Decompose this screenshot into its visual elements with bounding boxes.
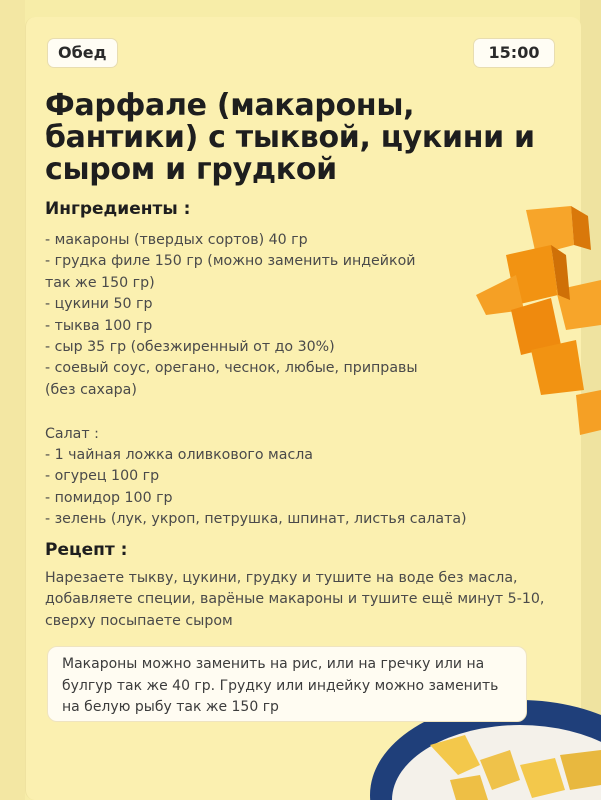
- time-tag: 15:00: [473, 38, 555, 68]
- salad-line: - 1 чайная ложка оливкового масла: [45, 447, 314, 463]
- ingredient-line: - соевый соус, орегано, чеснок, любые, приправы: [45, 360, 418, 377]
- salad-line: - зелень (лук, укроп, петрушка, шпинат, листья салата): [45, 511, 467, 528]
- pumpkin-cubes-image: [476, 200, 601, 440]
- salad-line: - помидор 100 гр: [45, 489, 173, 506]
- ingredient-line: так же 150 гр): [45, 274, 155, 291]
- recipe-text: Нарезаете тыкву, цукини, грудку и тушите на воде без масла, добавляете специи, варёные макароны и тушите ещё минут 5-10, сверху посыпаете сыром: [45, 570, 545, 629]
- salad-list: [45, 445, 545, 531]
- ingredient-line: - цукини 50 гр: [45, 296, 153, 313]
- meal-tag: Обед: [47, 38, 118, 68]
- ingredient-line: - макароны (твердых сортов) 40 гр: [45, 232, 308, 248]
- recipe-title: Фарфале (макароны, бантики) с тыквой, цукини и сыром и грудкой: [45, 88, 535, 187]
- ingredient-line: - тыква 100 гр: [45, 317, 153, 334]
- ingredients-heading: Ингредиенты :: [45, 199, 191, 219]
- ingredient-line: - грудка филе 150 гр (можно заменить индейкой: [45, 253, 416, 270]
- left-backdrop: [0, 0, 25, 800]
- ingredient-line: - сыр 35 гр (обезжиренный от до 30%): [45, 339, 335, 356]
- recipe-heading: Рецепт :: [45, 540, 128, 560]
- substitution-note: Макароны можно заменить на рис, или на гречку или на булгур так же 40 гр. Грудку или индейку можно заменить на белую рыбу так же 150 гр: [47, 646, 527, 722]
- ingredient-line: (без сахара): [45, 381, 137, 398]
- ingredients-list: [45, 230, 500, 401]
- salad-line: - огурец 100 гр: [45, 468, 160, 485]
- salad-title: Салат :: [45, 426, 99, 442]
